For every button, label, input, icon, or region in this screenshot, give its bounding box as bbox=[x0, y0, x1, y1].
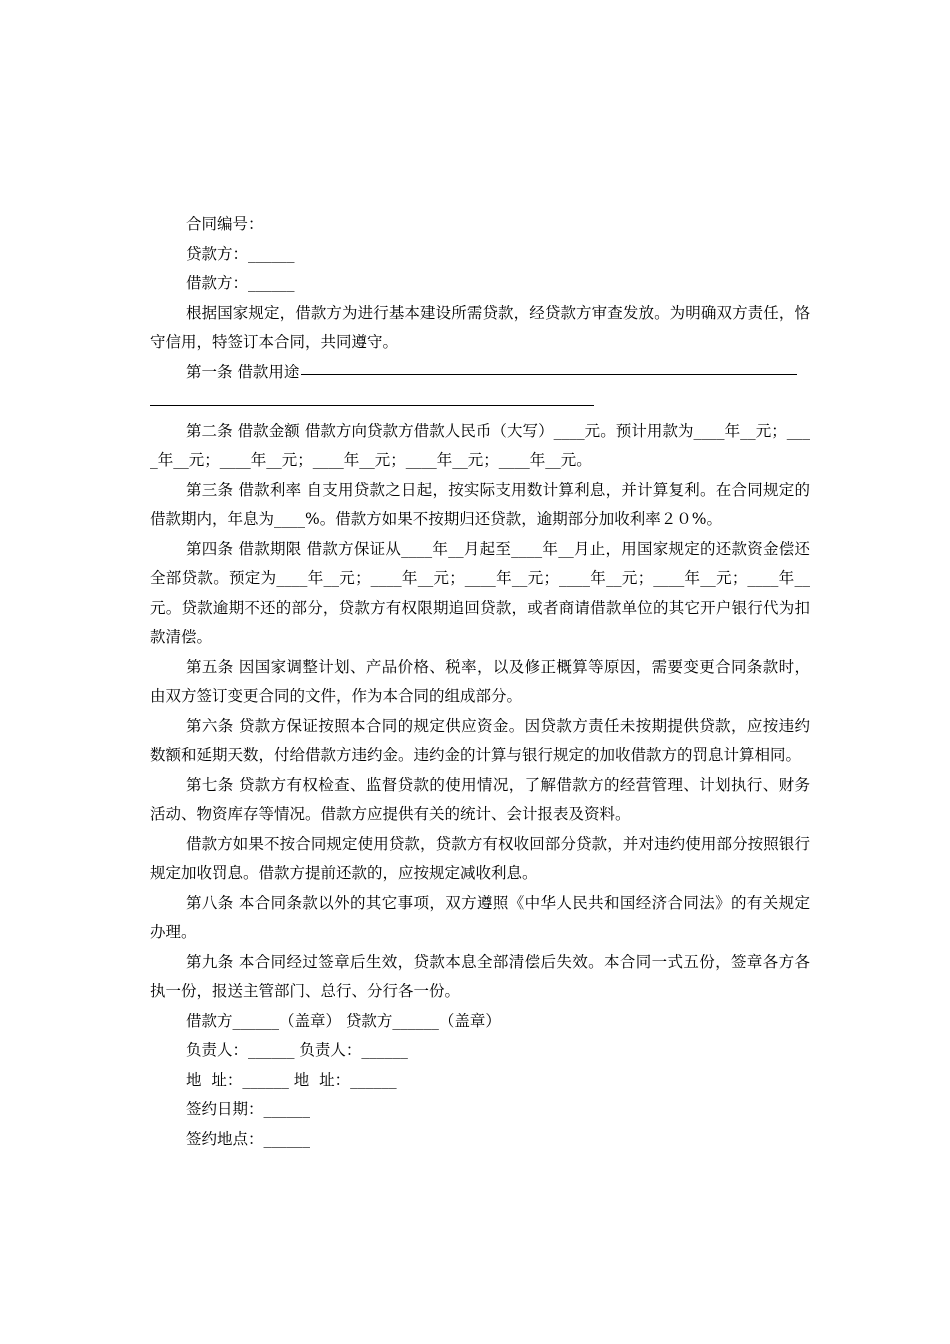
borrower-line: 借款方：______ bbox=[186, 274, 295, 292]
signature-parties: 借款方______（盖章） 贷款方______（盖章） bbox=[186, 1011, 501, 1030]
intro-paragraph: 根据国家规定，借款方为进行基本建设所需贷款，经贷款方审查发放。为明确双方责任，恪守信用，特签订本合同，共同遵守。 bbox=[150, 303, 810, 351]
article-2: 第二条 借款金额 借款方向贷款方借款人民币（大写）____元。预计用款为____年__元；____年__元；____年__元；____年__元；____年__元；____年__元。 bbox=[150, 421, 810, 469]
purpose-blank-line bbox=[301, 374, 797, 375]
article-7-continued: 借款方如果不按合同规定使用贷款，贷款方有权收回部分贷款，并对违约使用部分按照银行规定加收罚息。借款方提前还款的，应按规定减收利息。 bbox=[150, 834, 810, 882]
article-4: 第四条 借款期限 借款方保证从____年__月起至____年__月止，用国家规定的还款资金偿还全部贷款。预定为____年__元；____年__元；____年__元；____年__元；____年__元；____年__元。贷款逾期不还的部分，贷款方有权限期追回贷款，或者商请借款单位的其它开户银行代为扣款清偿。 bbox=[150, 539, 810, 646]
article-6: 第六条 贷款方保证按照本合同的规定供应资金。因贷款方责任未按期提供贷款，应按违约数额和延期天数，付给借款方违约金。违约金的计算与银行规定的加收借款方的罚息计算相同。 bbox=[150, 716, 810, 764]
signature-date: 签约日期：______ bbox=[186, 1100, 311, 1118]
signature-responsible: 负责人：______ 负责人：______ bbox=[186, 1041, 408, 1059]
signature-address: 地 址：______ 地 址：______ bbox=[186, 1070, 397, 1089]
article-8: 第八条 本合同条款以外的其它事项，双方遵照《中华人民共和国经济合同法》的有关规定办理。 bbox=[150, 893, 810, 941]
article-9: 第九条 本合同经过签章后生效，贷款本息全部清偿后失效。本合同一式五份，签章各方各执一份，报送主管部门、总行、分行各一份。 bbox=[150, 952, 810, 1000]
article-1 bbox=[150, 358, 810, 388]
contract-number-line: 合同编号： bbox=[186, 215, 264, 233]
article-7: 第七条 贷款方有权检查、监督贷款的使用情况，了解借款方的经营管理、计划执行、财务活动、物资库存等情况。借款方应提供有关的统计、会计报表及资料。 bbox=[150, 775, 810, 823]
purpose-blank-line-2 bbox=[150, 387, 810, 417]
signature-place: 签约地点：______ bbox=[186, 1129, 311, 1148]
article-5: 第五条 因国家调整计划、产品价格、税率，以及修正概算等原因，需要变更合同条款时，由双方签订变更合同的文件，作为本合同的组成部分。 bbox=[150, 657, 810, 705]
contract-document bbox=[150, 210, 810, 1154]
article-3: 第三条 借款利率 自支用贷款之日起，按实际支用数计算利息，并计算复利。在合同规定的借款期内，年息为____%。借款方如果不按期归还贷款，逾期部分加收利率２０%。 bbox=[150, 480, 810, 528]
article-1-text: 第一条 借款用途 bbox=[186, 362, 300, 381]
lender-line: 贷款方：______ bbox=[186, 244, 295, 263]
